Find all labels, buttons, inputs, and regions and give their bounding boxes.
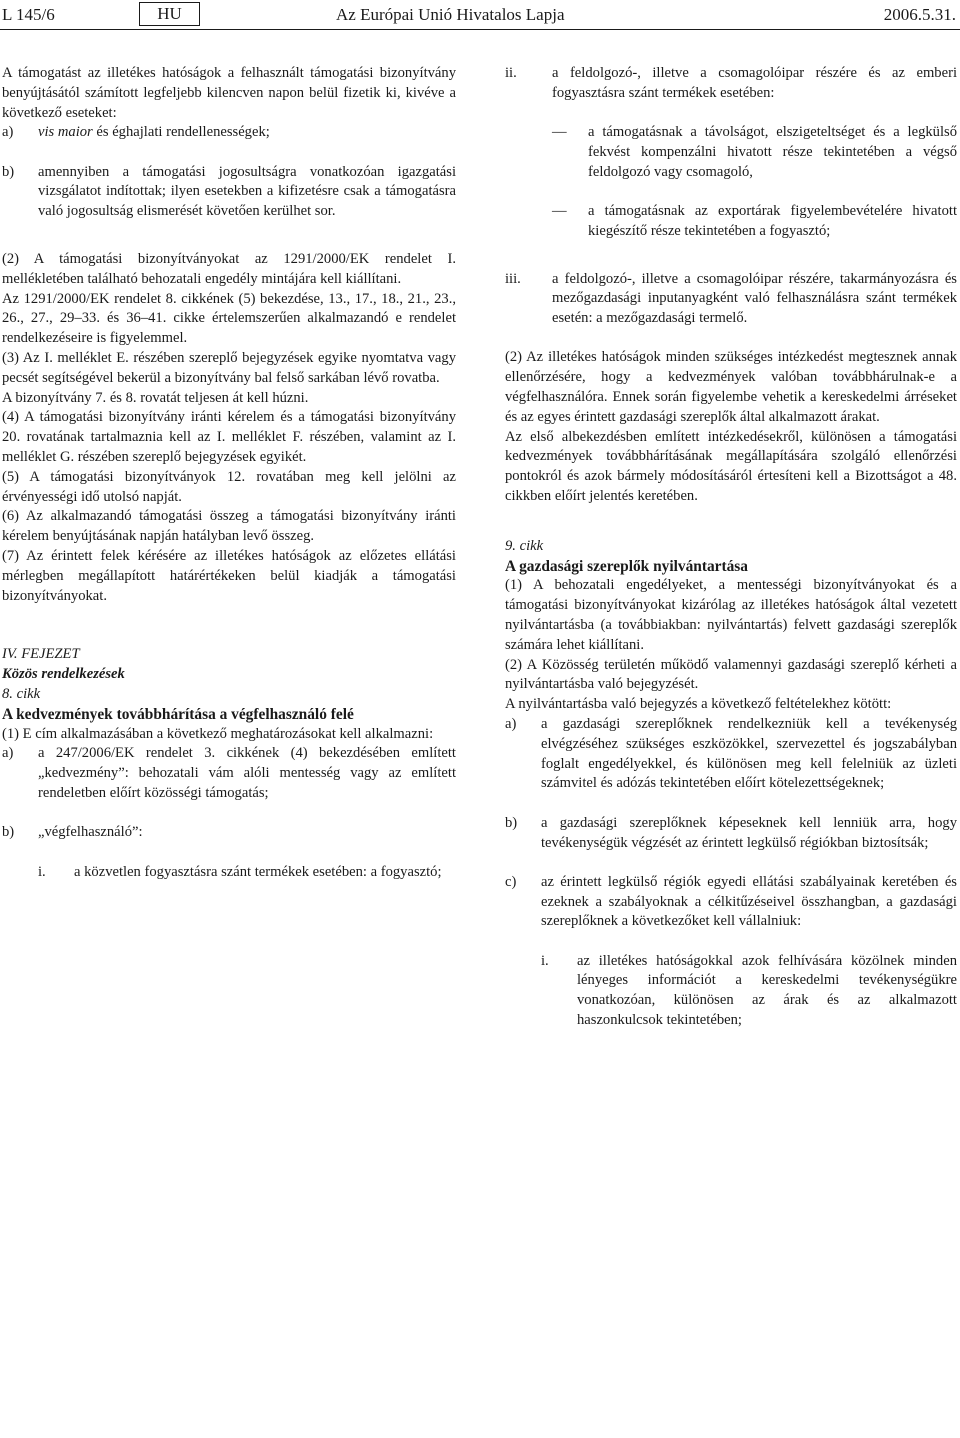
paragraph: (2) A Közösség területén működő valamennyi gazdasági szereplő kérheti a nyilvántartásba való bejegyzését. <box>505 656 957 693</box>
paragraph: (6) Az alkalmazandó támogatási összeg a támogatási bizonyítvány iránti kérelem benyújtásának napján hatályban levő összeg. <box>2 508 456 545</box>
list-item <box>2 163 456 222</box>
dash-marker: — <box>552 124 567 141</box>
page-number: L 145/6 <box>2 5 55 24</box>
item-label: i. <box>541 952 549 969</box>
item-label: iii. <box>505 270 521 287</box>
right-column <box>505 64 957 1050</box>
article-title: A kedvezmények továbbhárítása a végfelhasználó felé <box>2 705 354 723</box>
item-text: a 247/2006/EK rendelet 3. cikkének (4) bekezdésében említett „kedvezmény”: behozatali vám alóli mentesség vagy az említett rendeletben előírt közösségi támogatás; <box>38 745 456 801</box>
list-item <box>505 814 957 854</box>
item-text: a gazdasági szereplőknek képeseknek kell lenniük arra, hogy tevékenységük végzését az érintett legkülső régiókban biztosítsák; <box>541 814 957 851</box>
paragraph: (2) Az illetékes hatóságok minden szükséges intézkedést megtesznek annak ellenőrzésére, hogy a kedvezmények valóban továbbhárulnak-e a végfelhasználóra. Ennek során figyelembe vehetik a kereskedelmi árréseket és az egyes érintett gazdasági szereplők által alkalmazott árakat. <box>505 349 957 425</box>
list-item <box>505 270 957 329</box>
sub-list <box>38 863 456 883</box>
chapter-title: Közös rendelkezések <box>2 666 125 683</box>
list-item <box>552 123 957 182</box>
intro-paragraph: A támogatást az illetékes hatóságok a felhasznált támogatási bizonyítvány benyújtásától számított legfeljebb kilencven napon belül fizetik ki, kivéve a következő eseteket: <box>2 65 456 121</box>
article-heading: 8. cikk <box>2 686 41 703</box>
item-label: b) <box>505 814 518 831</box>
paragraph: (4) A támogatási bizonyítvány iránti kérelem és a támogatási bizonyítvány 20. rovatának tartalmaznia kell az I. melléklet F. részében, valamint az I. melléklet G. részében szereplő bejegyzések egyikét. <box>2 409 456 466</box>
list-item <box>505 873 957 932</box>
list-item <box>38 863 456 883</box>
paragraph: (1) A behozatali engedélyeket, a mentességi bizonyítványokat és a támogatási bizonyítványokat kizárólag az illetékes hatóságok által vezetett nyilvántartásba (a továbbiakban: nyilvántartás) felvett gazdasági szereplők számára lehet kiállítani. <box>505 577 957 653</box>
item-text: a feldolgozó-, illetve a csomagolóipar részére és az emberi fogyasztásra szánt termékek esetében: <box>552 65 957 101</box>
item-label: b) <box>2 824 15 841</box>
list-item <box>505 715 957 794</box>
item-italic-text: vis maior <box>38 124 93 141</box>
chapter-heading: IV. FEJEZET <box>2 646 80 663</box>
item-label: c) <box>505 873 517 890</box>
journal-title: Az Európai Unió Hivatalos Lapja <box>336 5 565 24</box>
list-item <box>2 123 456 143</box>
paragraph: (5) A támogatási bizonyítványok 12. rovatában meg kell jelölni az érvényességi idő utolsó napját. <box>2 468 456 505</box>
left-column <box>2 64 456 902</box>
sub-list <box>541 952 957 1031</box>
item-label: a) <box>2 745 14 762</box>
item-rest-text: és éghajlati rendellenességek; <box>92 124 270 141</box>
paragraph: (3) Az I. melléklet E. részében szereplő bejegyzések egyike nyomtatva vagy pecsét segítségével bekerül a bizonyítvány bal felső sarkában lévő rovatba. <box>2 350 456 386</box>
item-text: a támogatásnak az exportárak figyelembevételére hivatott kiegészítő része tekintetében a fogyasztó; <box>588 202 957 239</box>
list-item <box>541 952 957 1031</box>
item-text: a közvetlen fogyasztásra szánt termékek esetében: a fogyasztó; <box>74 863 442 880</box>
header-rule <box>0 29 960 30</box>
language-badge: HU <box>139 2 200 26</box>
paragraph: (7) Az érintett felek kérésére az illetékes hatóságok az előzetes ellátási mérlegben megállapított határértékeken belül kiadják a támogatási bizonyítványokat. <box>2 548 456 604</box>
item-text: az illetékes hatóságokkal azok felhívására közölnek minden lényeges információt a kereskedelmi tevékenységükre vonatkozóan, különösen az árak és az alkalmazott haszonkulcsok tekintetében; <box>577 952 957 1029</box>
item-text: a gazdasági szereplőknek rendelkezniük kell a tevékenység elvégzéséhez szükséges eszközökkel, szervezettel és jogszabályban foglalt engedélyekkel, és különösen meg kell felelniük az üzleti számvitel és adózás tekintetében előírt kötelezettségeknek; <box>541 716 957 792</box>
article-heading: 9. cikk <box>505 537 544 554</box>
paragraph: Az 1291/2000/EK rendelet 8. cikkének (5) bekezdése, 13., 17., 18., 21., 23., 26., 27., 29–33. és 36–41. cikke értelemszerűen alkalmazandó e rendelet rendelkezéseire is figyelemmel. <box>2 290 456 347</box>
paragraph: A nyilvántartásba való bejegyzés a következő feltételekhez kötött: <box>505 696 892 713</box>
item-text: a támogatásnak a távolságot, elszigeteltséget és a legkülső fekvést kompenzálni hivatott része tekintetében a végső feldolgozó vagy csomagoló, <box>588 124 957 180</box>
item-label: b) <box>2 163 15 180</box>
item-text: az érintett legkülső régiók egyedi ellátási szabályainak keretében és ezeknek a szabályoknak a célkitűzéseivel összhangban, a gazdasági szereplőknek a következőket kell vállalniuk: <box>541 873 957 930</box>
dash-marker: — <box>552 202 567 219</box>
item-label: a) <box>2 124 14 141</box>
item-label: ii. <box>505 65 517 81</box>
paragraph: A bizonyítvány 7. és 8. rovatát teljesen át kell húzni. <box>2 389 309 406</box>
sub-list <box>552 123 957 241</box>
paragraph: Az első albekezdésben említett intézkedésekről, különösen a támogatási kedvezmények továbbhárításának megállapítására szolgáló ellenőrzési pontokról és azok bármely módosításáról értesíteni kell a Bizottságot a 48. cikkben előírt jelentés keretében. <box>505 428 957 505</box>
paragraph: (2) A támogatási bizonyítványokat az 1291/2000/EK rendelet I. mellékletében található behozatali engedély mintájára kell kiállítani. <box>2 251 456 287</box>
list-item <box>2 823 456 843</box>
article-title: A gazdasági szereplők nyilvántartása <box>505 557 748 575</box>
item-text: amennyiben a támogatási jogosultságra vonatkozóan igazgatási vizsgálatot indítottak; ilyen esetekben a kifizetésre csak a támogatásra való jogosultság elismerését követően kerülhet sor. <box>38 163 456 220</box>
item-label: a) <box>505 716 517 733</box>
list-item <box>2 744 456 803</box>
item-text: „végfelhasználó”: <box>38 824 143 841</box>
list-item <box>505 64 957 104</box>
page-header <box>0 0 960 30</box>
item-label: i. <box>38 863 46 880</box>
publication-date: 2006.5.31. <box>883 5 956 24</box>
item-text <box>38 123 456 143</box>
item-text: a feldolgozó-, illetve a csomagolóipar részére, takarmányozásra és mezőgazdasági inputanyagként való felhasználásra szánt termékek esetén: a mezőgazdasági termelő. <box>552 270 957 327</box>
list-item <box>552 202 957 242</box>
paragraph: (1) E cím alkalmazásában a következő meghatározásokat kell alkalmazni: <box>2 725 434 742</box>
